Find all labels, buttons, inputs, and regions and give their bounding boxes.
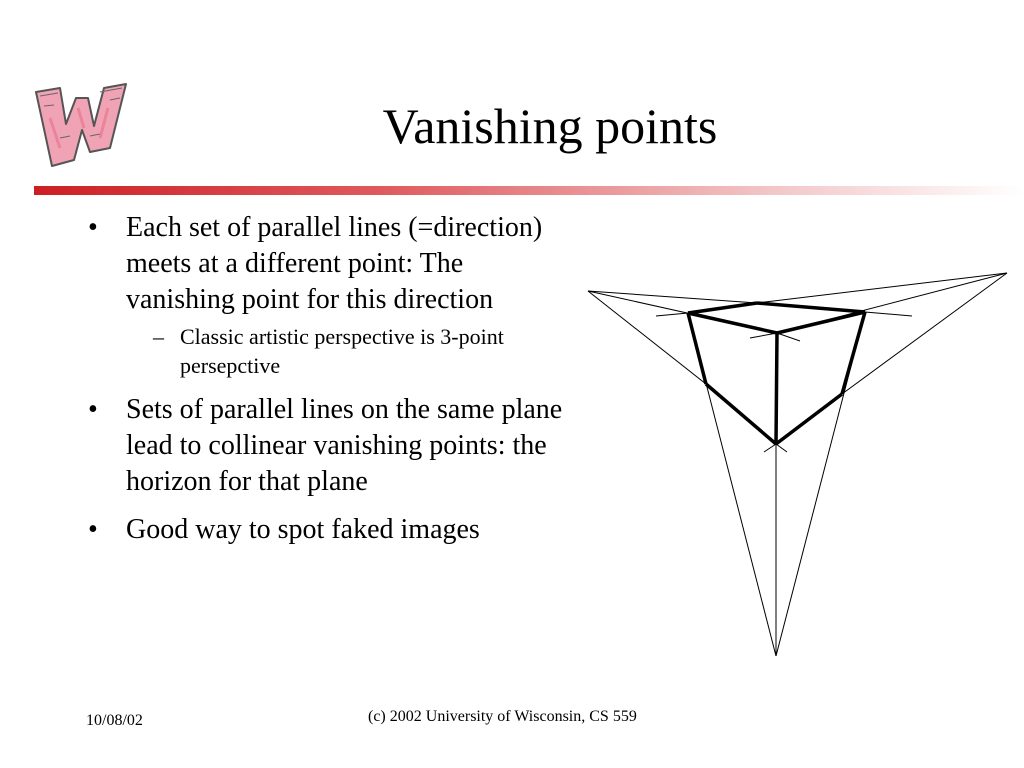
- bullet-text: Each set of parallel lines (=direction) meets at a different point: The vanishing point for this direction: [126, 212, 543, 315]
- bullet-item: [88, 392, 568, 500]
- bullet-text: Good way to spot faked images: [126, 514, 480, 545]
- bullet-marker: •: [88, 394, 98, 425]
- bullet-item: [88, 512, 568, 548]
- bullet-marker: •: [88, 212, 98, 243]
- title-divider: [34, 186, 1024, 195]
- cube-edges: [688, 303, 865, 444]
- sub-bullet-text: Classic artistic perspective is 3-point persepctive: [180, 324, 504, 378]
- university-w-logo-icon: [30, 78, 130, 176]
- bullet-text: Sets of parallel lines on the same plane lead to collinear vanishing points: the horizon for that plane: [126, 394, 563, 497]
- sub-bullet-item: [126, 322, 568, 380]
- perspective-diagram: [584, 268, 1014, 664]
- slide-title: Vanishing points: [382, 98, 718, 154]
- vanishing-lines: [588, 273, 1007, 656]
- footer-copyright: (c) 2002 University of Wisconsin, CS 559: [368, 708, 637, 725]
- bullet-item: [88, 210, 568, 380]
- sub-bullet-marker: –: [153, 324, 164, 349]
- bullet-list: [88, 210, 568, 560]
- bullet-marker: •: [88, 514, 98, 545]
- footer-date: 10/08/02: [86, 712, 143, 729]
